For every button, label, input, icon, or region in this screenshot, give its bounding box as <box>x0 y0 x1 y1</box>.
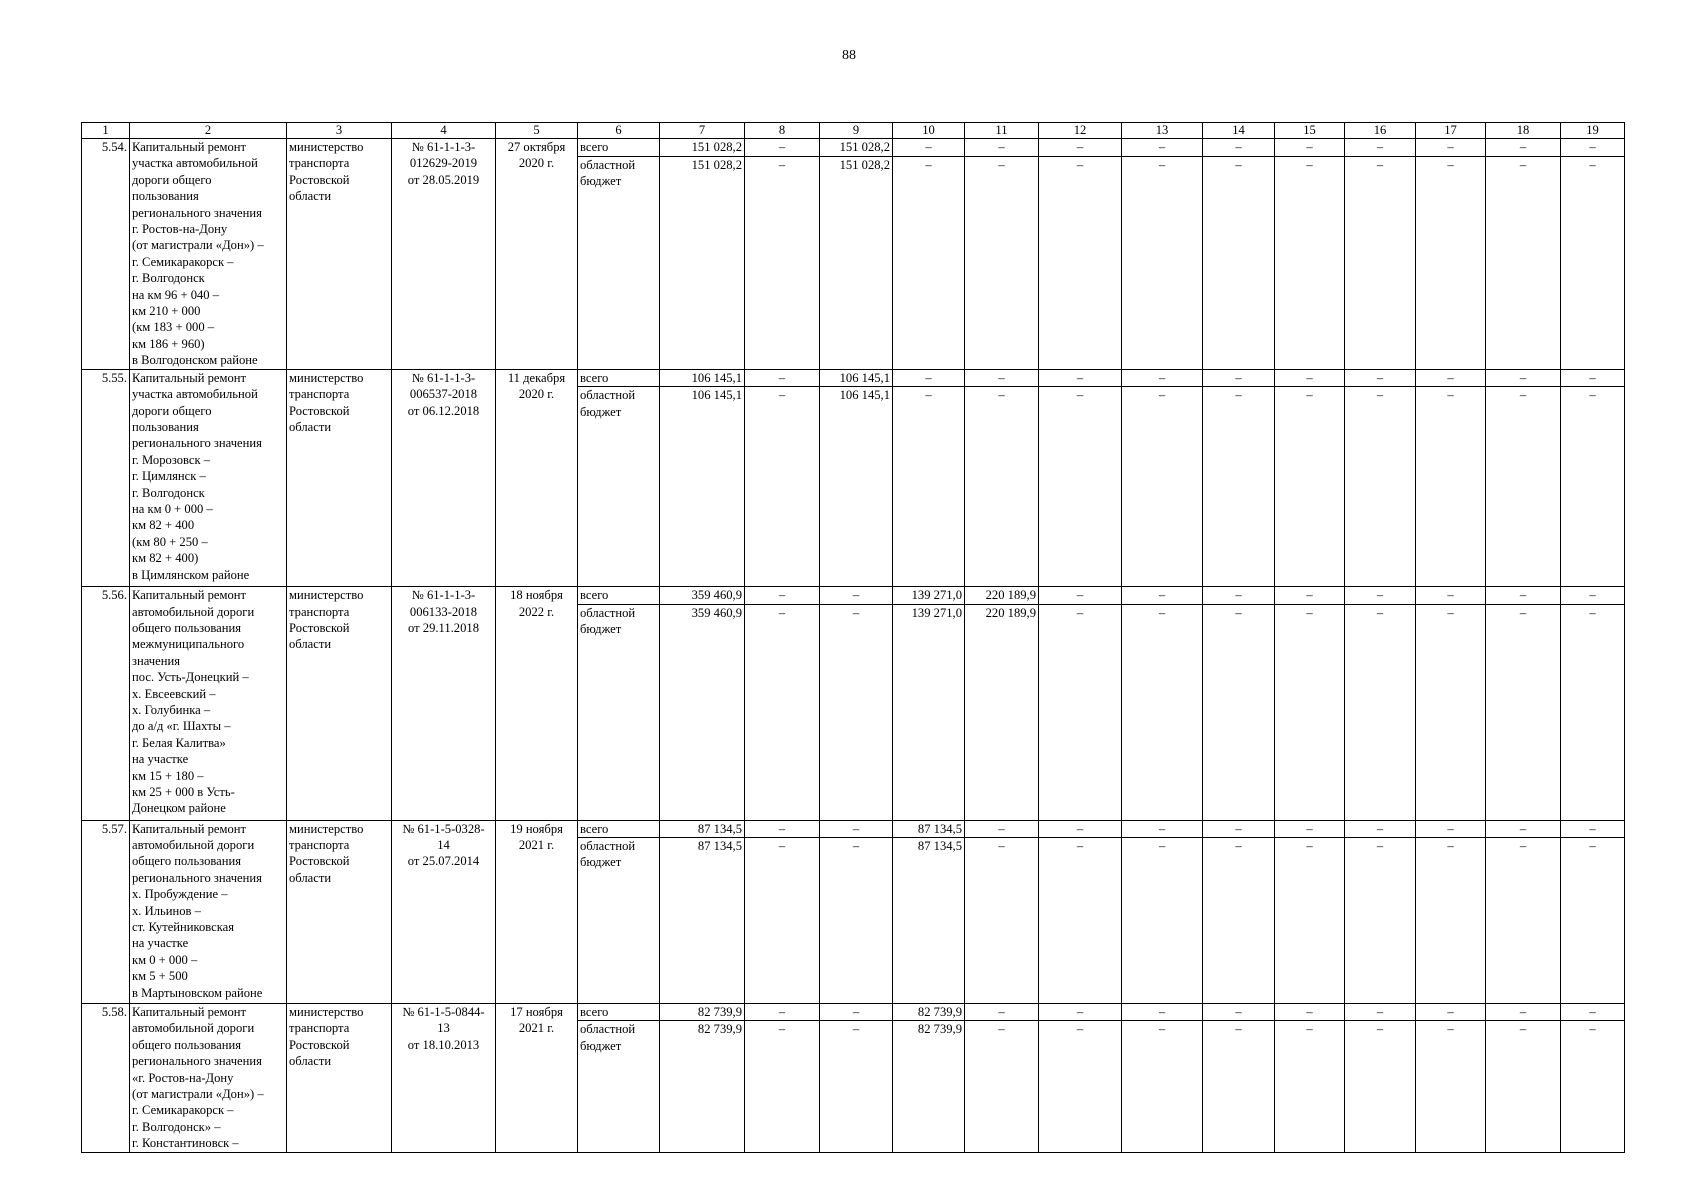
amount-cell: – <box>1203 139 1275 157</box>
amount-cell: – <box>820 604 893 820</box>
object-name: Капитальный ремонт участка автомобильной дороги общего пользования регионального значения г. Морозовск – г. Цимлянск – г. Волгодонск на км 0 + 000 – км 82 + 400 (км 80 + 250 – км 82 + 400) в Цимлянском районе <box>130 369 287 586</box>
column-number: 10 <box>893 123 965 139</box>
amount-cell: 87 134,5 <box>893 837 965 1003</box>
amount-cell: – <box>745 139 820 157</box>
amount-cell: – <box>1416 1021 1486 1152</box>
amount-cell: – <box>965 369 1039 386</box>
amount-cell: – <box>745 1021 820 1152</box>
amount-cell: – <box>1486 837 1561 1003</box>
amount-cell: – <box>893 139 965 157</box>
amount-cell: – <box>1345 837 1416 1003</box>
column-number: 4 <box>392 123 496 139</box>
amount-cell: – <box>745 820 820 837</box>
table-row <box>82 369 1625 386</box>
responsible-agency: министерство транспорта Ростовской области <box>287 820 392 1003</box>
amount-cell: 139 271,0 <box>893 587 965 604</box>
amount-cell: – <box>1561 1003 1625 1021</box>
column-number: 14 <box>1203 123 1275 139</box>
column-number: 12 <box>1039 123 1122 139</box>
object-name: Капитальный ремонт автомобильной дороги общего пользования межмуниципального значения пос. Усть-Донецкий – х. Евсеевский – х. Голубинка – до а/д «г. Шахты – г. Белая Калитва» на участке км 15 + 180 – км 25 + 000 в Усть- Донецком районе <box>130 587 287 820</box>
page-number: 88 <box>842 48 856 63</box>
amount-cell: – <box>1203 156 1275 369</box>
amount-cell: – <box>1039 1003 1122 1021</box>
amount-cell: – <box>1345 156 1416 369</box>
amount-cell: – <box>1203 837 1275 1003</box>
amount-cell: – <box>1345 1003 1416 1021</box>
amount-cell: – <box>820 587 893 604</box>
funding-source: областной бюджет <box>578 387 660 587</box>
amount-cell: – <box>1416 387 1486 587</box>
funding-source: областной бюджет <box>578 1021 660 1152</box>
amount-cell: – <box>1345 387 1416 587</box>
amount-cell: – <box>1122 1021 1203 1152</box>
funding-table <box>81 122 1625 1153</box>
amount-cell: – <box>1345 587 1416 604</box>
amount-cell: – <box>1275 156 1345 369</box>
amount-cell: – <box>1275 837 1345 1003</box>
amount-cell: – <box>893 156 965 369</box>
amount-cell: – <box>1561 369 1625 386</box>
amount-cell: – <box>1203 387 1275 587</box>
amount-cell: – <box>745 387 820 587</box>
object-name: Капитальный ремонт автомобильной дороги общего пользования регионального значения «г. Ростов-на-Дону (от магистрали «Дон») – г. Семикаракорск – г. Волгодонск» – г. Константиновск – <box>130 1003 287 1152</box>
amount-cell: – <box>1039 1021 1122 1152</box>
amount-cell: – <box>1561 387 1625 587</box>
amount-cell: – <box>1122 369 1203 386</box>
completion-date: 18 ноября 2022 г. <box>496 587 578 820</box>
column-number: 7 <box>660 123 745 139</box>
amount-cell: 139 271,0 <box>893 604 965 820</box>
amount-cell: – <box>1345 604 1416 820</box>
amount-cell: – <box>1416 369 1486 386</box>
column-number: 8 <box>745 123 820 139</box>
table-row <box>82 139 1625 157</box>
amount-cell: – <box>745 1003 820 1021</box>
amount-cell: – <box>1275 587 1345 604</box>
amount-cell: – <box>745 587 820 604</box>
amount-cell: – <box>1486 369 1561 386</box>
amount-cell: – <box>1416 604 1486 820</box>
amount-cell: 359 460,9 <box>660 587 745 604</box>
object-name: Капитальный ремонт автомобильной дороги общего пользования регионального значения х. Пробуждение – х. Ильинов – ст. Кутейниковская на участке км 0 + 000 – км 5 + 500 в Мартыновском районе <box>130 820 287 1003</box>
amount-cell: 151 028,2 <box>660 139 745 157</box>
row-number: 5.57. <box>82 820 130 1003</box>
amount-cell: – <box>1561 156 1625 369</box>
amount-cell: – <box>1039 387 1122 587</box>
expertise-document: № 61-1-1-3- 006537-2018 от 06.12.2018 <box>392 369 496 586</box>
column-number: 2 <box>130 123 287 139</box>
completion-date: 19 ноября 2021 г. <box>496 820 578 1003</box>
amount-cell: – <box>1122 387 1203 587</box>
amount-cell: – <box>965 820 1039 837</box>
amount-cell: – <box>1486 139 1561 157</box>
expertise-document: № 61-1-1-3- 012629-2019 от 28.05.2019 <box>392 139 496 370</box>
amount-cell: – <box>1122 837 1203 1003</box>
funding-source: всего <box>578 139 660 157</box>
column-number-row <box>82 123 1625 139</box>
amount-cell: – <box>965 1003 1039 1021</box>
amount-cell: – <box>1561 604 1625 820</box>
amount-cell: 151 028,2 <box>660 156 745 369</box>
amount-cell: – <box>1275 1021 1345 1152</box>
amount-cell: – <box>820 837 893 1003</box>
row-number: 5.55. <box>82 369 130 586</box>
amount-cell: – <box>1345 369 1416 386</box>
amount-cell: 106 145,1 <box>660 369 745 386</box>
amount-cell: 151 028,2 <box>820 156 893 369</box>
amount-cell: – <box>1039 139 1122 157</box>
amount-cell: 106 145,1 <box>660 387 745 587</box>
amount-cell: – <box>1486 1021 1561 1152</box>
amount-cell: – <box>745 604 820 820</box>
completion-date: 17 ноября 2021 г. <box>496 1003 578 1152</box>
row-number: 5.56. <box>82 587 130 820</box>
amount-cell: – <box>1122 820 1203 837</box>
object-name: Капитальный ремонт участка автомобильной дороги общего пользования регионального значения г. Ростов-на-Дону (от магистрали «Дон») – г. Семикаракорск – г. Волгодонск на км 96 + 040 – км 210 + 000 (км 183 + 000 – км 186 + 960) в Волгодонском районе <box>130 139 287 370</box>
expertise-document: № 61-1-5-0844- 13 от 18.10.2013 <box>392 1003 496 1152</box>
amount-cell: 82 739,9 <box>893 1003 965 1021</box>
amount-cell: – <box>1122 1003 1203 1021</box>
amount-cell: – <box>1486 156 1561 369</box>
amount-cell: – <box>1122 139 1203 157</box>
amount-cell: – <box>1416 1003 1486 1021</box>
expertise-document: № 61-1-1-3- 006133-2018 от 29.11.2018 <box>392 587 496 820</box>
column-number: 18 <box>1486 123 1561 139</box>
amount-cell: – <box>1203 1021 1275 1152</box>
completion-date: 11 декабря 2020 г. <box>496 369 578 586</box>
amount-cell: – <box>1416 820 1486 837</box>
amount-cell: – <box>1122 604 1203 820</box>
table-row <box>82 587 1625 604</box>
amount-cell: – <box>1561 837 1625 1003</box>
column-number: 9 <box>820 123 893 139</box>
amount-cell: 220 189,9 <box>965 604 1039 820</box>
column-number: 11 <box>965 123 1039 139</box>
responsible-agency: министерство транспорта Ростовской области <box>287 1003 392 1152</box>
amount-cell: – <box>1486 387 1561 587</box>
expertise-document: № 61-1-5-0328- 14 от 25.07.2014 <box>392 820 496 1003</box>
amount-cell: – <box>1122 587 1203 604</box>
row-number: 5.54. <box>82 139 130 370</box>
amount-cell: – <box>1561 587 1625 604</box>
amount-cell: – <box>1039 820 1122 837</box>
amount-cell: – <box>1203 369 1275 386</box>
amount-cell: 359 460,9 <box>660 604 745 820</box>
table-row <box>82 820 1625 837</box>
amount-cell: – <box>1345 139 1416 157</box>
amount-cell: – <box>1416 587 1486 604</box>
amount-cell: 87 134,5 <box>893 820 965 837</box>
funding-source: всего <box>578 1003 660 1021</box>
funding-source: областной бюджет <box>578 604 660 820</box>
amount-cell: – <box>1275 604 1345 820</box>
amount-cell: – <box>893 387 965 587</box>
column-number: 16 <box>1345 123 1416 139</box>
responsible-agency: министерство транспорта Ростовской области <box>287 139 392 370</box>
funding-source: всего <box>578 587 660 604</box>
completion-date: 27 октября 2020 г. <box>496 139 578 370</box>
amount-cell: – <box>1039 369 1122 386</box>
responsible-agency: министерство транспорта Ростовской области <box>287 587 392 820</box>
amount-cell: – <box>1561 139 1625 157</box>
amount-cell: – <box>745 369 820 386</box>
amount-cell: 82 739,9 <box>660 1003 745 1021</box>
amount-cell: – <box>1039 156 1122 369</box>
amount-cell: – <box>820 1003 893 1021</box>
amount-cell: – <box>1416 837 1486 1003</box>
amount-cell: 82 739,9 <box>893 1021 965 1152</box>
amount-cell: – <box>1561 1021 1625 1152</box>
amount-cell: – <box>965 156 1039 369</box>
amount-cell: – <box>1345 820 1416 837</box>
amount-cell: – <box>965 387 1039 587</box>
amount-cell: – <box>1203 820 1275 837</box>
funding-source: всего <box>578 820 660 837</box>
amount-cell: – <box>1039 604 1122 820</box>
amount-cell: – <box>893 369 965 386</box>
amount-cell: – <box>1486 604 1561 820</box>
amount-cell: – <box>965 837 1039 1003</box>
amount-cell: – <box>1203 604 1275 820</box>
funding-source: всего <box>578 369 660 386</box>
amount-cell: – <box>1039 587 1122 604</box>
amount-cell: – <box>1275 369 1345 386</box>
table-row <box>82 1003 1625 1021</box>
column-number: 19 <box>1561 123 1625 139</box>
amount-cell: – <box>1203 1003 1275 1021</box>
amount-cell: – <box>1275 820 1345 837</box>
amount-cell: – <box>820 820 893 837</box>
amount-cell: – <box>965 139 1039 157</box>
column-number: 13 <box>1122 123 1203 139</box>
column-number: 15 <box>1275 123 1345 139</box>
column-number: 6 <box>578 123 660 139</box>
amount-cell: – <box>1275 387 1345 587</box>
amount-cell: – <box>745 837 820 1003</box>
amount-cell: – <box>1039 837 1122 1003</box>
amount-cell: 106 145,1 <box>820 387 893 587</box>
amount-cell: – <box>1486 1003 1561 1021</box>
amount-cell: – <box>965 1021 1039 1152</box>
amount-cell: – <box>1416 139 1486 157</box>
column-number: 3 <box>287 123 392 139</box>
responsible-agency: министерство транспорта Ростовской области <box>287 369 392 586</box>
column-number: 17 <box>1416 123 1486 139</box>
amount-cell: – <box>820 1021 893 1152</box>
amount-cell: 151 028,2 <box>820 139 893 157</box>
amount-cell: 82 739,9 <box>660 1021 745 1152</box>
amount-cell: – <box>745 156 820 369</box>
amount-cell: 87 134,5 <box>660 837 745 1003</box>
amount-cell: 106 145,1 <box>820 369 893 386</box>
column-number: 1 <box>82 123 130 139</box>
amount-cell: – <box>1416 156 1486 369</box>
amount-cell: – <box>1561 820 1625 837</box>
funding-source: областной бюджет <box>578 156 660 369</box>
row-number: 5.58. <box>82 1003 130 1152</box>
amount-cell: – <box>1275 1003 1345 1021</box>
amount-cell: 220 189,9 <box>965 587 1039 604</box>
funding-source: областной бюджет <box>578 837 660 1003</box>
amount-cell: – <box>1486 820 1561 837</box>
amount-cell: – <box>1345 1021 1416 1152</box>
column-number: 5 <box>496 123 578 139</box>
amount-cell: – <box>1486 587 1561 604</box>
amount-cell: – <box>1275 139 1345 157</box>
amount-cell: 87 134,5 <box>660 820 745 837</box>
amount-cell: – <box>1203 587 1275 604</box>
amount-cell: – <box>1122 156 1203 369</box>
